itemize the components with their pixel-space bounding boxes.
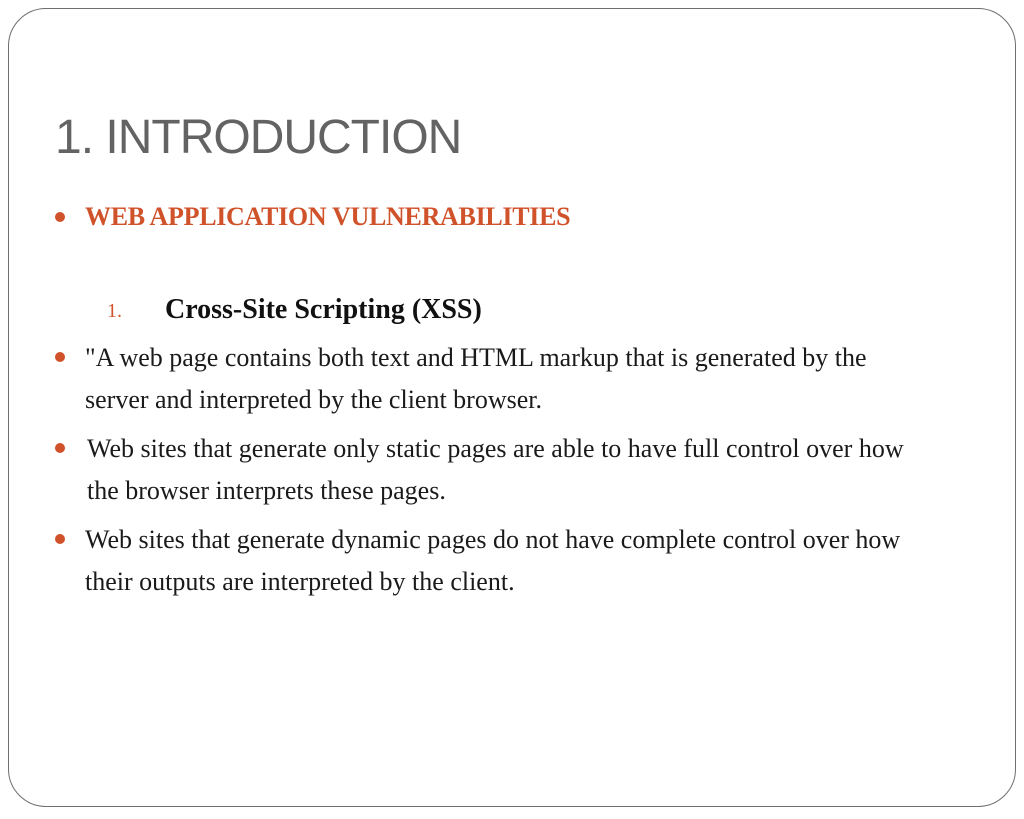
bullet-text: "A web page contains both text and HTML markup that is generated by the server and interpreted by the client browser. bbox=[85, 343, 867, 414]
subitem-label: Cross-Site Scripting (XSS) bbox=[165, 294, 482, 325]
bullet-dot-icon bbox=[55, 534, 65, 544]
section-heading: WEB APPLICATION VULNERABILITIES bbox=[85, 202, 571, 231]
bullet-text: Web sites that generate dynamic pages do not have complete control over how their outputs are interpreted by the client. bbox=[85, 525, 901, 596]
slide-title: 1. INTRODUCTION bbox=[55, 111, 462, 164]
bullet-dot-icon bbox=[55, 212, 65, 222]
bullet-text: Web sites that generate only static pages are able to have full control over how the browser interprets these pages. bbox=[87, 434, 904, 505]
bullet-dot-icon bbox=[55, 352, 65, 362]
bullet-dot-icon bbox=[55, 443, 65, 453]
subitem-number: 1. bbox=[107, 300, 122, 322]
